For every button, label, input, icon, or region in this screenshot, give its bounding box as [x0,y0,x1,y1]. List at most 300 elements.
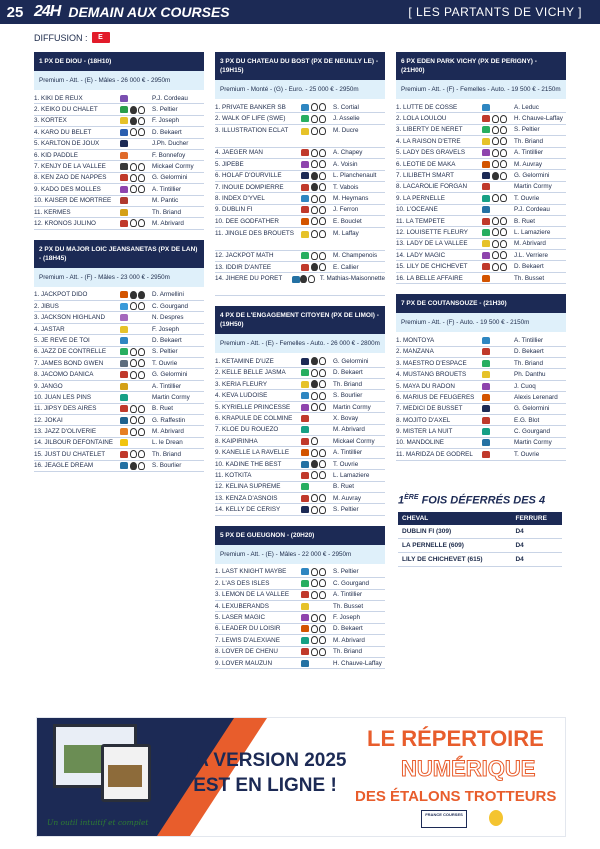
jockey-name: G. Gelormini [333,357,369,365]
horse-name: 12. JOKAI [34,416,63,424]
shoeing-indicator [311,506,333,514]
shoeing-indicator [311,160,333,168]
race-title: 2 PX DU MAJOR LOIC JEANSANETAS (PX DE LAN) - (18H45) [34,240,204,268]
jockey-name: M. Abrivard [152,428,184,436]
shoeing-indicator [311,471,333,479]
race-conditions: Premium - Att. - (E) - Mâles - 26 000 € - 2950m [34,71,204,90]
runner-row [396,193,566,204]
horse-name: 6. HOLAF D'OURVILLE [215,172,282,180]
shoeing-indicator [492,160,514,168]
runner-row [396,273,566,284]
shoeing-indicator [311,357,333,365]
shoeing-indicator [311,648,333,656]
horseshoe-icon [311,568,318,576]
horse-name: 12. LOUISETTE FLEURY [396,228,468,236]
brand-logo: 24H [34,3,61,20]
france-courses-logo: FRANCE COURSES [421,810,467,828]
horseshoe-icon [319,449,326,457]
jockey-name: A. Tintillier [333,449,363,457]
horse-name: 9. DUBLIN FI [215,206,253,214]
shoeing-indicator [311,568,333,576]
shoeing-indicator [130,291,152,299]
runner-row [396,148,566,159]
horse-name: 12. KELINA SUPREME [215,483,281,491]
horse-name: 10. KAISER DE MORTREE [34,197,112,205]
jockey-silk-icon [480,404,492,413]
runner-row [396,102,566,113]
horseshoe-icon [500,251,507,259]
runner-row [396,347,566,358]
shoeing-indicator [130,117,152,125]
jockey-silk-icon [480,336,492,345]
jockey-name: Th. Busset [333,602,364,610]
horseshoe-icon [138,462,145,470]
jockey-silk-icon [299,460,311,469]
horse-name: 4. KARO DU BELET [34,128,92,136]
jockey-silk-icon [299,414,311,423]
jockey-silk-icon [299,217,311,226]
jockey-silk-icon [480,160,492,169]
runner-row [215,262,385,273]
runner-row [396,358,566,369]
horseshoe-icon [311,380,318,388]
ad-title-line1: LE RÉPERTOIRE [367,726,544,751]
jockey-name: Martin Cormy [514,183,552,191]
horseshoe-icon [138,371,145,379]
horse-name: 5. KARLTON DE JOUX [34,140,100,148]
runner-row [396,261,566,272]
deferes-box [398,494,562,567]
horseshoe-icon [319,217,326,225]
race-block [215,52,385,296]
jockey-silk-icon [299,437,311,446]
runner-row [34,127,204,138]
jockey-name: P.J. Cordeau [514,206,550,214]
race-title: 6 PX EDEN PARK VICHY (PX DE PERIGNY) - (21H00) [396,52,566,80]
horse-name: 4. JASTAR [34,325,65,333]
horse-name: 7. MEDICI DE BUSSET [396,405,463,413]
horse-name: 9. KADO DES MOLLES [34,185,101,193]
jockey-name: A. Leduc [514,103,539,111]
jockey-name: Th. Briand [333,648,363,656]
runner-row [396,159,566,170]
jockey-silk-icon [299,602,311,611]
jockey-silk-icon [299,636,311,645]
runner-row [215,504,385,515]
shoeing-indicator [311,449,333,457]
horseshoe-icon [500,149,507,157]
horseshoe-icon [492,137,499,145]
horse-name: 5. JIPEBE [215,160,244,168]
horseshoe-icon [311,127,318,135]
shoeing-indicator [130,371,152,379]
runner-row [396,170,566,181]
shoeing-indicator [311,172,333,180]
shoeing-indicator [130,174,152,182]
horse-name: 9. KANELLE LA RAVELLE [215,449,290,457]
horseshoe-icon [311,195,318,203]
jockey-name: S. Peltier [333,568,359,576]
jockey-silk-icon [118,382,130,391]
horse-name: 7. LILIBETH SMART [396,172,454,180]
jockey-name: Th. Briand [514,137,544,145]
jockey-silk-icon [299,391,311,400]
shoeing-indicator [311,460,333,468]
jockey-name: A. Tintillier [152,382,182,390]
jockey-silk-icon [299,194,311,203]
jockey-name: T. Ouvrie [514,450,540,458]
horse-name: 1. LUTTE DE COSSE [396,103,458,111]
horse-name: 3. LEMON DE LA VALLEE [215,591,290,599]
jockey-name: E.G. Blot [514,416,540,424]
horse-name: 8. LOVER DE CHENU [215,648,278,656]
horse-name: 15. LILY DE CHICHEVET [396,263,468,271]
shoeing-indicator [311,230,333,238]
horse-name: 7. KENJY DE LA VALLEE [34,163,106,171]
jockey-silk-icon [480,262,492,271]
horse-name: 4. JAEGER MAN [215,149,263,157]
horseshoe-icon [138,128,145,136]
horse-name: 8. KAIPIRINHA [215,437,258,445]
deferes-header-ferrure: FERRURE [511,512,562,525]
horse-name: 1. PRIVATE BANKER SB [215,103,286,111]
jockey-name: T. Ouvrie [514,194,540,202]
horseshoe-icon [319,625,326,633]
jockey-name: Alexis Lerenard [514,393,558,401]
horseshoe-icon [311,625,318,633]
runner-row [215,251,385,262]
horseshoe-icon [130,348,137,356]
shoeing-indicator [130,428,152,436]
horse-name: 14. JIHERE DU PORET [215,275,283,283]
horse-name: 7. INOUIE DOMPIERRE [215,183,284,191]
section-title: [ LES PARTANTS DE VICHY ] [408,5,582,19]
runner-row [215,470,385,481]
horseshoe-icon [130,163,137,171]
jockey-name: S. Peltier [152,106,178,114]
horseshoe-icon [492,240,499,248]
runner-row [215,635,385,646]
jockey-name: N. Despres [152,314,184,322]
runner-row [396,113,566,124]
jockey-silk-icon [299,183,311,192]
jockey-silk-icon [118,336,130,345]
runner-row [215,193,385,204]
runner-row [34,196,204,207]
runner-row [215,567,385,578]
runner-row [215,601,385,612]
jockey-name: J.L. Verriere [514,251,548,259]
shoeing-indicator [311,369,333,377]
runner-row [34,426,204,437]
jockey-silk-icon [118,290,130,299]
horseshoe-icon [138,348,145,356]
column-left [34,52,204,482]
horseshoe-icon [500,194,507,202]
jockey-silk-icon [118,173,130,182]
horseshoe-icon [500,126,507,134]
horseshoe-icon [500,160,507,168]
runner-row [396,205,566,216]
shoeing-indicator [300,275,320,283]
runner-row [34,347,204,358]
jockey-name: L. Lamaziere [514,228,551,236]
horseshoe-icon [311,172,318,180]
horse-name: 7. LEWIS D'ALEXIANE [215,636,280,644]
runner-row [396,182,566,193]
jockey-name: G. Gelormini [152,174,188,182]
jockey-silk-icon [299,263,311,272]
runner-row [215,113,385,124]
shoeing-indicator [311,591,333,599]
advertisement-banner[interactable] [36,717,566,837]
runner-row [34,381,204,392]
runner-row [34,404,204,415]
jockey-name: D. Bekaert [333,625,363,633]
runner-row [215,273,385,296]
jockey-silk-icon [118,450,130,459]
diffusion-label: DIFFUSION : [34,32,88,43]
runner-row [215,493,385,504]
horse-name: 9. LA PERNELLE [396,194,446,202]
runner-row [215,228,385,251]
runner-row [215,425,385,436]
jockey-silk-icon [299,403,311,412]
horse-name: 9. LOVER MAUZUN [215,659,273,667]
horseshoe-icon [319,471,326,479]
shoeing-indicator [492,228,514,236]
shoeing-indicator [311,115,333,123]
jockey-silk-icon [299,567,311,576]
jockey-name: M. Ducre [333,126,359,134]
horseshoe-icon [138,302,145,310]
horse-name: 13. JAZZ D'OLIVERIE [34,428,97,436]
race-conditions: Premium - Att. - (E) - Mâles - 22 000 € - 2950m [215,545,385,564]
runner-row [215,368,385,379]
runner-row [396,404,566,415]
horse-name: 11. KERMES [34,208,71,216]
jockey-name: M. Abrivard [333,426,365,434]
runner-row [215,205,385,216]
horseshoe-icon [130,450,137,458]
horse-name: 10. MANDOLINE [396,439,444,447]
shoeing-indicator [311,195,333,203]
jockey-silk-icon [290,275,301,284]
jockey-silk-icon [299,160,311,169]
horse-name: 7. JAMES BOND GWEN [34,359,104,367]
runner-row [396,426,566,437]
runner-row [215,590,385,601]
horse-name: 11. JIPSY DES AIRES [34,405,97,413]
horse-name: 14. KELLY DE CERISY [215,506,281,514]
horseshoe-icon [500,172,507,180]
jockey-name: X. Bovay [333,414,359,422]
shoeing-indicator [130,128,152,136]
horseshoe-icon [130,185,137,193]
horseshoe-icon [138,291,145,299]
shoeing-indicator [130,106,152,114]
jockey-silk-icon [118,94,130,103]
jockey-silk-icon [299,505,311,514]
horseshoe-icon [319,579,326,587]
shoeing-indicator [130,348,152,356]
shoeing-indicator [492,126,514,134]
shoeing-indicator [311,579,333,587]
horseshoe-icon [319,206,326,214]
horseshoe-icon [311,449,318,457]
shoeing-indicator [130,163,152,171]
horse-name: 3. KORTEX [34,117,67,125]
runner-row [215,390,385,401]
horseshoe-icon [130,291,137,299]
jockey-silk-icon [299,448,311,457]
runner-row [34,335,204,346]
horseshoe-icon [492,160,499,168]
jockey-name: D. Bekaert [333,369,363,377]
jockey-name: J. Asselie [333,115,360,123]
shoeing-indicator [311,380,333,388]
horseshoe-icon [130,462,137,470]
race-conditions: Premium - Att. - (F) - Auto. - 19 500 € - 2150m [396,313,566,332]
horse-name: 3. ILLUSTRATION ECLAT [215,126,289,134]
jockey-silk-icon [118,196,130,205]
horse-name: 11. MARIDZA DE GODREL [396,450,473,458]
horseshoe-icon [130,359,137,367]
jockey-name: T. Mathias-Maisonnette [319,275,386,283]
jockey-silk-icon [118,116,130,125]
jockey-name: Th. Briand [514,359,544,367]
horse-name: 3. KERIA FLEURY [215,380,268,388]
shoeing-indicator [130,185,152,193]
runner-row [396,239,566,250]
horseshoe-icon [138,405,145,413]
shoeing-indicator [130,359,152,367]
horseshoe-icon [500,115,507,123]
horseshoe-icon [319,127,326,135]
horseshoe-icon [311,357,318,365]
horse-name: 4. LA RAISON D'ETRE [396,137,461,145]
jockey-name: M. Abrivard [333,636,365,644]
jockey-silk-icon [480,251,492,260]
runner-row [34,449,204,460]
horseshoe-icon [311,437,318,445]
horseshoe-icon [311,206,318,214]
page-header [0,0,600,24]
horseshoe-icon [311,403,318,411]
shoeing-indicator [492,115,514,123]
horse-name: 7. KLOE DU ROUEZO [215,426,279,434]
horseshoe-icon [492,172,499,180]
jockey-name: F. Bonnefoy [152,151,186,159]
race-title: 5 PX DE GUEUGNON - (20H20) [215,526,385,545]
runner-row [396,227,566,238]
horse-name: 13. LADY DE LA VALLEE [396,240,468,248]
horseshoe-icon [311,103,318,111]
horse-name: 4. KEVA LUDOISE [215,392,268,400]
horseshoe-icon [311,648,318,656]
horseshoe-icon [319,149,326,157]
runner-row [396,136,566,147]
horse-name: 9. JANGO [34,382,63,390]
runner-row [34,461,204,472]
jockey-silk-icon [480,274,492,283]
jockey-name: B. Ruet [333,483,354,491]
horse-name: 9. MISTER LA NUIT [396,428,453,436]
shoeing-indicator [311,206,333,214]
runner-row [215,102,385,113]
table-row: DUBLIN FI (309) D4 [398,525,562,539]
jockey-name: A. Tintillier [333,591,363,599]
partner-logo [489,810,503,826]
horse-name: 10. JUAN LES PINS [34,393,92,401]
horse-name: 3. MAESTRO D'ESPACE [396,359,467,367]
tablet-icon [101,744,151,802]
horseshoe-icon [319,252,326,260]
horseshoe-icon [130,302,137,310]
runner-row [34,301,204,312]
jockey-silk-icon [480,450,492,459]
race-block [215,306,385,515]
horse-name: 12. JACKPOT MATH [215,252,274,260]
horseshoe-icon [319,172,326,180]
horseshoe-icon [319,648,326,656]
jockey-silk-icon [299,103,311,112]
race-block [34,240,204,472]
shoeing-indicator [311,437,333,445]
horseshoe-icon [319,183,326,191]
horseshoe-icon [319,392,326,400]
table-row: LA PERNELLE (609) D4 [398,538,562,552]
jockey-silk-icon [480,205,492,214]
jockey-silk-icon [299,579,311,588]
horse-name: 8. KEN ZAO DE NAPPES [34,174,107,182]
horse-name: 2. KELLE BELLE JASMA [215,369,286,377]
jockey-silk-icon [480,137,492,146]
horseshoe-icon [138,416,145,424]
shoeing-indicator [492,240,514,248]
horseshoe-icon [130,371,137,379]
jockey-name: F. Joseph [333,614,360,622]
jockey-name: T. Ouvrie [152,359,178,367]
runner-row [34,173,204,184]
horseshoe-icon [492,228,499,236]
horse-name: 2. MANZANA [396,348,434,356]
table-row: LILY DE CHICHEVET (615) D4 [398,552,562,566]
horseshoe-icon [311,115,318,123]
shoeing-indicator [130,405,152,413]
jockey-name: H. Chauve-Laffay [333,659,382,667]
horseshoe-icon [492,251,499,259]
horseshoe-icon [319,357,326,365]
jockey-name: S. Cortial [333,103,359,111]
jockey-silk-icon [480,171,492,180]
jockey-silk-icon [480,125,492,134]
jockey-name: C. Gourgand [514,428,551,436]
horseshoe-icon [311,636,318,644]
jockey-name: Martin Cormy [333,403,371,411]
jockey-silk-icon [299,148,311,157]
horse-name: 10. KADINE THE BEST [215,460,282,468]
jockey-silk-icon [480,103,492,112]
jockey-name: G. Raffestin [152,416,186,424]
jockey-silk-icon [118,347,130,356]
runner-row [34,438,204,449]
jockey-name: D. Armellini [152,291,184,299]
horse-name: 12. KRONOS JULINO [34,219,96,227]
horseshoe-icon [319,568,326,576]
jockey-silk-icon [299,230,311,239]
jockey-silk-icon [118,128,130,137]
